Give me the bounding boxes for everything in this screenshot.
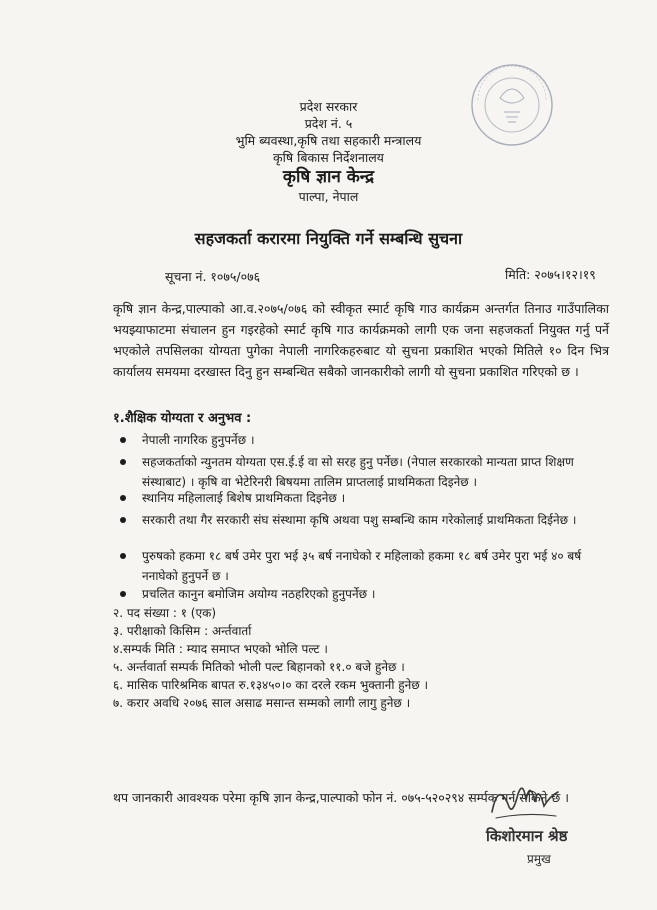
section-qualification-heading: १.शैक्षिक योग्यता र अनुभव : xyxy=(113,411,252,426)
bullet-icon xyxy=(120,437,126,443)
office-seal-stamp xyxy=(462,60,562,150)
detail-item-contract-period: ७. करार अवधि २०७६ साल असाढ मसान्त सम्मको लागी लागु हुनेछ । xyxy=(113,696,411,710)
detail-item-salary: ६. मासिक पारिश्रमिक बापत रु.१३४५०।० का दरले रकम भुक्तानी हुनेछ । xyxy=(113,678,429,692)
letterhead-government: प्रदेश सरकार xyxy=(299,99,358,114)
bullet-icon xyxy=(120,591,126,597)
bullet-icon xyxy=(120,495,126,501)
qualification-item: नेपाली नागरिक हुनुपर्नेछ । xyxy=(120,430,610,450)
letterhead-ministry: भुमि ब्यवस्था,कृषि तथा सहकारी मन्त्रालय xyxy=(235,133,422,148)
intro-paragraph: कृषि ज्ञान केन्द्र,पाल्पाको आ.व.२०७५/०७६ को स्वीकृत स्मार्ट कृषि गाउ कार्यक्रम अन्तर्गत तिनाउ गाउँपालिका भयझ्याफाटमा संचालन हुन गइरहेको स्मार्ट कृषि गाउ कार्यक्रमको लागी एक जना सहजकर्ता नियुक्त गर्नु पर्ने भएकोले तपसिलका योग्यता पुगेका नेपाली नागरिकहरुबाट यो सुचना प्रकाशित भएको मितिले १० दिन भित्र कार्यालय समयमा दरखास्त दिनु हुन सम्बन्धित सबैको जानकारीको लागी यो सुचना प्रकाशित गरिएको छ । xyxy=(113,301,609,379)
contact-note: थप जानकारी आवश्यक परेमा कृषि ज्ञान केन्द्र,पाल्पाको फोन नं. ०७५-५२०२९४ सर्म्पक गर्न सकिने छ । xyxy=(113,790,569,805)
signatory-name: किशोरमान श्रेष्ठ xyxy=(486,827,568,845)
notice-reference-number: सूचना नं. १०७५/०७६ xyxy=(165,269,261,284)
letterhead-province: प्रदेश नं. ५ xyxy=(304,116,353,131)
detail-item-contact-date: ४.सम्पर्क मिति : म्याद समाप्त भएको भोलि पल्ट । xyxy=(113,642,328,656)
qualification-item: सहजकर्ताको न्युनतम योग्यता एस.ई.ई वा सो सरह हुनु पर्नेछ। (नेपाल सरकारको मान्यता प्राप्त शिक्षण संस्थाबाट) । कृषि वा भेटेरिनरी बिषयमा तालिम प्राप्तलाई प्राथमिकता दिइनेछ । xyxy=(120,452,610,492)
qualification-item: स्थानिय महिलालाई बिशेष प्राथमिकता दिइनेछ । xyxy=(120,488,610,508)
signatory-role: प्रमुख xyxy=(527,852,551,866)
bullet-icon xyxy=(120,459,126,465)
detail-item-posts: २. पद संख्या : १ (एक) xyxy=(113,606,217,620)
handwritten-signature xyxy=(484,772,574,832)
bullet-icon xyxy=(120,553,126,559)
letterhead-office: कृषि ज्ञान केन्द्र xyxy=(282,167,375,187)
qualification-item: सरकारी तथा गैर सरकारी संघ संस्थामा कृषि अथवा पशु सम्बन्धि काम गरेकोलाई प्राथमिकता दिईनेछ । xyxy=(120,510,610,530)
notice-date: मिति: २०७५।१२।१९ xyxy=(505,267,596,282)
detail-item-exam-type: ३. परीक्षाको किसिम : अर्न्तवार्ता xyxy=(113,624,252,638)
letterhead-directorate: कृषि बिकास निर्देशनालय xyxy=(273,150,384,165)
qualification-item: पुरुषको हकमा १८ बर्ष उमेर पुरा भई ३५ बर्ष ननाघेको र महिलाको हकमा १८ बर्ष उमेर पुरा भई ४० बर्ष ननाघेको हुनुपर्ने छ । xyxy=(120,546,610,586)
qualification-item: प्रचलित कानुन बमोजिम अयोग्य नठहरिएको हुनुपर्नेछ । xyxy=(120,584,610,604)
letterhead-place: पाल्पा, नेपाल xyxy=(298,189,359,204)
notice-title: सहजकर्ता करारमा नियुक्ति गर्ने सम्बन्धि सुचना xyxy=(194,229,463,248)
detail-item-interview-time: ५. अर्न्तवार्ता सम्पर्क मितिको भोली पल्ट बिहानको ११.० बजे हुनेछ । xyxy=(113,660,405,674)
bullet-icon xyxy=(120,517,126,523)
